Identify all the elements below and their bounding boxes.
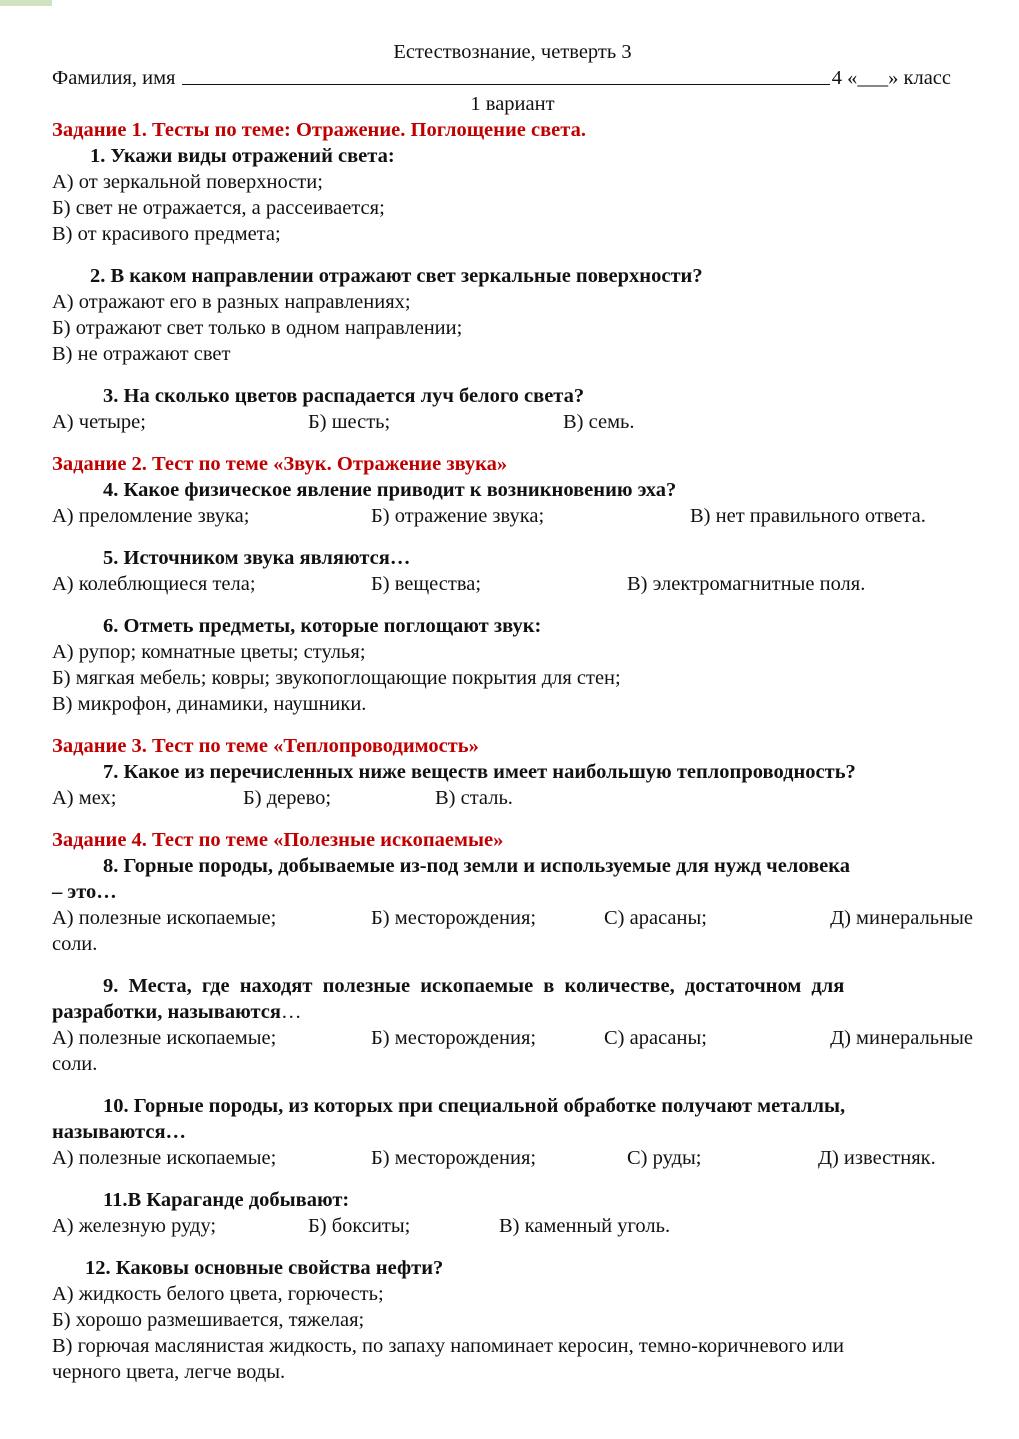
question-9-line2 — [52, 999, 973, 1025]
q3-option-b: Б) шесть; — [308, 411, 391, 433]
question-9-line2-text: разработки, называются — [52, 1001, 281, 1023]
q6-option-a: А) рупор; комнатные цветы; стулья; — [52, 641, 366, 663]
q10-options — [52, 1145, 973, 1171]
question-12: 12. Каковы основные свойства нефти? — [85, 1257, 444, 1279]
worksheet — [52, 39, 973, 1385]
q10-option-a: А) полезные ископаемые; — [52, 1147, 277, 1169]
question-9-line1: 9. Места, где находят полезные ископаемые в количестве, достаточном для — [103, 975, 845, 997]
q11-option-b: Б) бокситы; — [308, 1215, 411, 1237]
q4-option-a: А) преломление звука; — [52, 505, 250, 527]
question-3: 3. На сколько цветов распадается луч белого света? — [103, 385, 585, 407]
q2-option-a: А) отражают его в разных направлениях; — [52, 291, 411, 313]
q3-option-c: В) семь. — [563, 411, 635, 433]
q3-options — [52, 409, 973, 435]
name-line — [52, 65, 973, 91]
name-blank[interactable] — [182, 83, 830, 85]
q11-option-a: А) железную руду; — [52, 1215, 217, 1237]
q5-options — [52, 571, 973, 597]
question-7: 7. Какое из перечисленных ниже веществ имеет наибольшую теплопроводность? — [103, 761, 856, 783]
q7-options — [52, 785, 973, 811]
q11-option-c: В) каменный уголь. — [499, 1215, 671, 1237]
q8-options — [52, 905, 973, 931]
q8-option-a: А) полезные ископаемые; — [52, 907, 277, 929]
q1-option-b: Б) свет не отражается, а рассеивается; — [52, 197, 385, 219]
q12-option-b: Б) хорошо размешивается, тяжелая; — [52, 1309, 365, 1331]
q1-option-a: А) от зеркальной поверхности; — [52, 171, 323, 193]
q7-option-a: А) мех; — [52, 787, 117, 809]
task1-title: Задание 1. Тесты по теме: Отражение. Поглощение света. — [52, 119, 586, 141]
question-8-line1: 8. Горные породы, добываемые из-под земли и используемые для нужд человека — [103, 855, 851, 877]
q8-option-d: Д) минеральные — [830, 907, 973, 929]
question-10-line1: 10. Горные породы, из которых при специальной обработке получают металлы, — [103, 1095, 846, 1117]
q10-option-d: Д) известняк. — [818, 1147, 936, 1169]
question-6: 6. Отметь предметы, которые поглощают звук: — [103, 615, 542, 637]
question-9-ellipsis: … — [280, 1001, 302, 1023]
q7-option-c: В) сталь. — [435, 787, 513, 809]
q5-option-b: Б) вещества; — [371, 573, 482, 595]
q8-option-c: С) арасаны; — [604, 907, 707, 929]
q2-option-b: Б) отражают свет только в одном направлении; — [52, 317, 463, 339]
question-2: 2. В каком направлении отражают свет зеркальные поверхности? — [90, 265, 703, 287]
q1-option-c: В) от красивого предмета; — [52, 223, 281, 245]
q10-option-c: С) руды; — [627, 1147, 702, 1169]
q5-option-c: В) электромагнитные поля. — [627, 573, 866, 595]
q9-options — [52, 1025, 973, 1051]
q6-option-b: Б) мягкая мебель; ковры; звукопоглощающие покрытия для стен; — [52, 667, 621, 689]
task2-title: Задание 2. Тест по теме «Звук. Отражение звука» — [52, 453, 508, 475]
question-11: 11.В Караганде добывают: — [103, 1189, 350, 1211]
q8-option-b: Б) месторождения; — [371, 907, 537, 929]
q9-option-a: А) полезные ископаемые; — [52, 1027, 277, 1049]
page-corner-tab — [0, 0, 52, 6]
variant-label: 1 вариант — [470, 93, 555, 115]
question-1: 1. Укажи виды отражений света: — [90, 145, 395, 167]
q9-option-d-cont: соли. — [52, 1053, 98, 1075]
q12-option-c: В) горючая маслянистая жидкость, по запаху напоминает керосин, темно-коричневого или — [52, 1335, 844, 1357]
q9-option-b: Б) месторождения; — [371, 1027, 537, 1049]
q3-option-a: А) четыре; — [52, 411, 146, 433]
task3-title: Задание 3. Тест по теме «Теплопроводимость» — [52, 735, 479, 757]
name-label: Фамилия, имя — [52, 67, 176, 89]
q8-option-d-cont: соли. — [52, 933, 98, 955]
question-4: 4. Какое физическое явление приводит к возникновению эха? — [103, 479, 677, 501]
q9-option-d: Д) минеральные — [830, 1027, 973, 1049]
q4-options — [52, 503, 973, 529]
q4-option-b: Б) отражение звука; — [371, 505, 545, 527]
question-10-line2: называются… — [52, 1121, 187, 1143]
worksheet-title: Естествознание, четверть 3 — [393, 41, 632, 63]
q6-option-c: В) микрофон, динамики, наушники. — [52, 693, 367, 715]
q10-option-b: Б) месторождения; — [371, 1147, 537, 1169]
q7-option-b: Б) дерево; — [243, 787, 332, 809]
q5-option-a: А) колеблющиеся тела; — [52, 573, 256, 595]
q12-option-c-cont: черного цвета, легче воды. — [52, 1361, 286, 1383]
q2-option-c: В) не отражают свет — [52, 343, 231, 365]
q12-option-a: А) жидкость белого цвета, горючесть; — [52, 1283, 384, 1305]
question-5: 5. Источником звука являются… — [103, 547, 411, 569]
question-8-line2: – это… — [52, 881, 117, 903]
q4-option-c: В) нет правильного ответа. — [690, 505, 926, 527]
class-label: 4 «___» класс — [831, 67, 951, 89]
q11-options — [52, 1213, 973, 1239]
q9-option-c: С) арасаны; — [604, 1027, 707, 1049]
task4-title: Задание 4. Тест по теме «Полезные ископаемые» — [52, 829, 504, 851]
